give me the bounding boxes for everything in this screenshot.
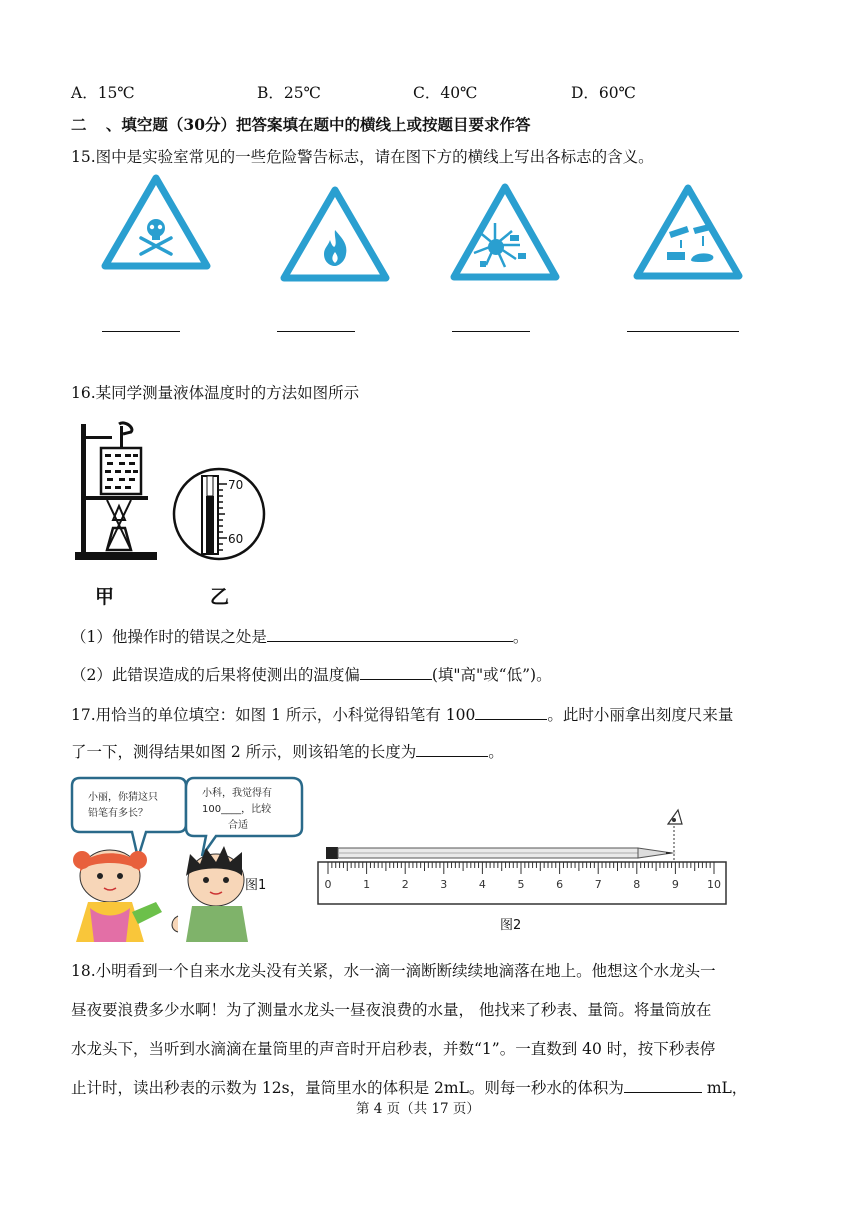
corrosive-sign <box>633 184 743 280</box>
q17-line2-end: 。 <box>488 743 504 761</box>
figure-label-yi: 乙 <box>210 586 230 608</box>
ruler-tick-label: 8 <box>633 878 641 891</box>
q16-part2-text: （2）此错误造成的后果将使测出的温度偏 <box>71 666 360 684</box>
q17-line2 <box>71 740 504 762</box>
q16-part2-end: (填"高"或“低”)。 <box>431 666 552 684</box>
option-c: C．40℃ <box>413 84 478 102</box>
q16-text: 16.某同学测量液体温度时的方法如图所示 <box>71 384 360 402</box>
explosive-sign <box>450 183 560 283</box>
q16-part1 <box>71 625 528 647</box>
option-b: B．25℃ <box>257 84 321 102</box>
q16-part1-text: （1）他操作时的错误之处是 <box>71 628 267 646</box>
ruler-tick-label: 2 <box>401 878 409 891</box>
sign-answer-blank-3[interactable] <box>452 331 530 332</box>
ruler-tick-label: 1 <box>363 878 371 891</box>
q17-line2-text: 了一下，测得结果如图 2 所示，则该铅笔的长度为 <box>71 743 417 761</box>
q17-line1-end: 。此时小丽拿出刻度尺来量 <box>547 706 734 724</box>
q17-length-blank[interactable] <box>416 741 488 757</box>
ruler-figure-2 <box>316 806 730 906</box>
q18-line4-text: 止计时，读出秒表的示数为 12s，量筒里水的体积是 2mL。则每一秒水的体积为 <box>71 1079 624 1097</box>
q17-line1-text: 17.用恰当的单位填空：如图 1 所示，小科觉得铅笔有 100 <box>71 706 476 724</box>
thermometer-label-60: 60 <box>228 532 244 546</box>
figure-label-jia: 甲 <box>95 586 115 608</box>
q16-part2-blank[interactable] <box>360 664 432 680</box>
ruler-tick-label: 9 <box>671 878 679 891</box>
flammable-sign <box>280 186 390 282</box>
sign-answer-blank-1[interactable] <box>102 331 180 332</box>
heating-apparatus-figure <box>73 420 163 570</box>
ruler-tick-label: 7 <box>594 878 602 891</box>
thermometer-label-70: 70 <box>228 478 244 492</box>
bubble2-line1: 小科，我觉得有 <box>202 788 272 799</box>
ruler-tick-label: 5 <box>517 878 525 891</box>
page-footer: 第 4 页（共 17 页） <box>356 1101 480 1117</box>
q16-part2 <box>71 663 552 685</box>
q16-part1-end: 。 <box>512 628 529 646</box>
q18-volume-blank[interactable] <box>624 1077 702 1093</box>
sign-answer-blank-4[interactable] <box>627 331 739 332</box>
ruler-tick-label: 3 <box>440 878 448 891</box>
section-title: 、填空题（30分）把答案填在题中的横线上或按题目要求作答 <box>105 115 531 134</box>
figure-1-label: 图1 <box>245 878 267 893</box>
sign-answer-blank-2[interactable] <box>277 331 355 332</box>
bubble2-line2: 100____，比较 <box>202 804 272 815</box>
toxic-sign <box>101 174 211 270</box>
thermometer-figure <box>171 466 267 562</box>
q18-line2: 昼夜要浪费多少水啊！为了测量水龙头一昼夜浪费的水量， 他找来了秒表、量筒。将量筒放在 <box>71 1001 712 1019</box>
ruler-tick-label: 6 <box>556 878 564 891</box>
option-a: A．15℃ <box>71 84 135 102</box>
bubble1-line2: 铅笔有多长？ <box>88 808 148 819</box>
ruler-tick-label: 0 <box>324 878 332 891</box>
q17-unit-blank[interactable] <box>475 704 547 720</box>
q18-line1: 18.小明看到一个自来水龙头没有关紧，水一滴一滴断断续续地滴落在地上。他想这个水龙头一 <box>71 962 716 980</box>
figure-2-label: 图2 <box>500 918 522 933</box>
option-d: D．60℃ <box>571 84 636 102</box>
ruler-tick-label: 4 <box>478 878 486 891</box>
q15-text: 15.图中是实验室常见的一些危险警告标志，请在图下方的横线上写出各标志的含义。 <box>71 148 654 166</box>
section-heading <box>71 113 531 135</box>
ruler-tick-label: 10 <box>707 878 721 891</box>
bubble1-line1: 小丽，你猜这只 <box>88 792 158 803</box>
bubble2-line3: 合适 <box>228 820 248 831</box>
q18-line3: 水龙头下，当听到水滴滴在量筒里的声音时开启秒表，并数“1”。一直数到 40 时，按下秒表停 <box>71 1040 716 1058</box>
q17-line1 <box>71 703 733 725</box>
cartoon-figure-1 <box>66 772 306 944</box>
q16-part1-blank[interactable] <box>267 626 513 642</box>
section-number: 二 <box>71 115 87 134</box>
q18-line4 <box>71 1076 747 1098</box>
q18-line4-end: mL， <box>701 1079 748 1097</box>
